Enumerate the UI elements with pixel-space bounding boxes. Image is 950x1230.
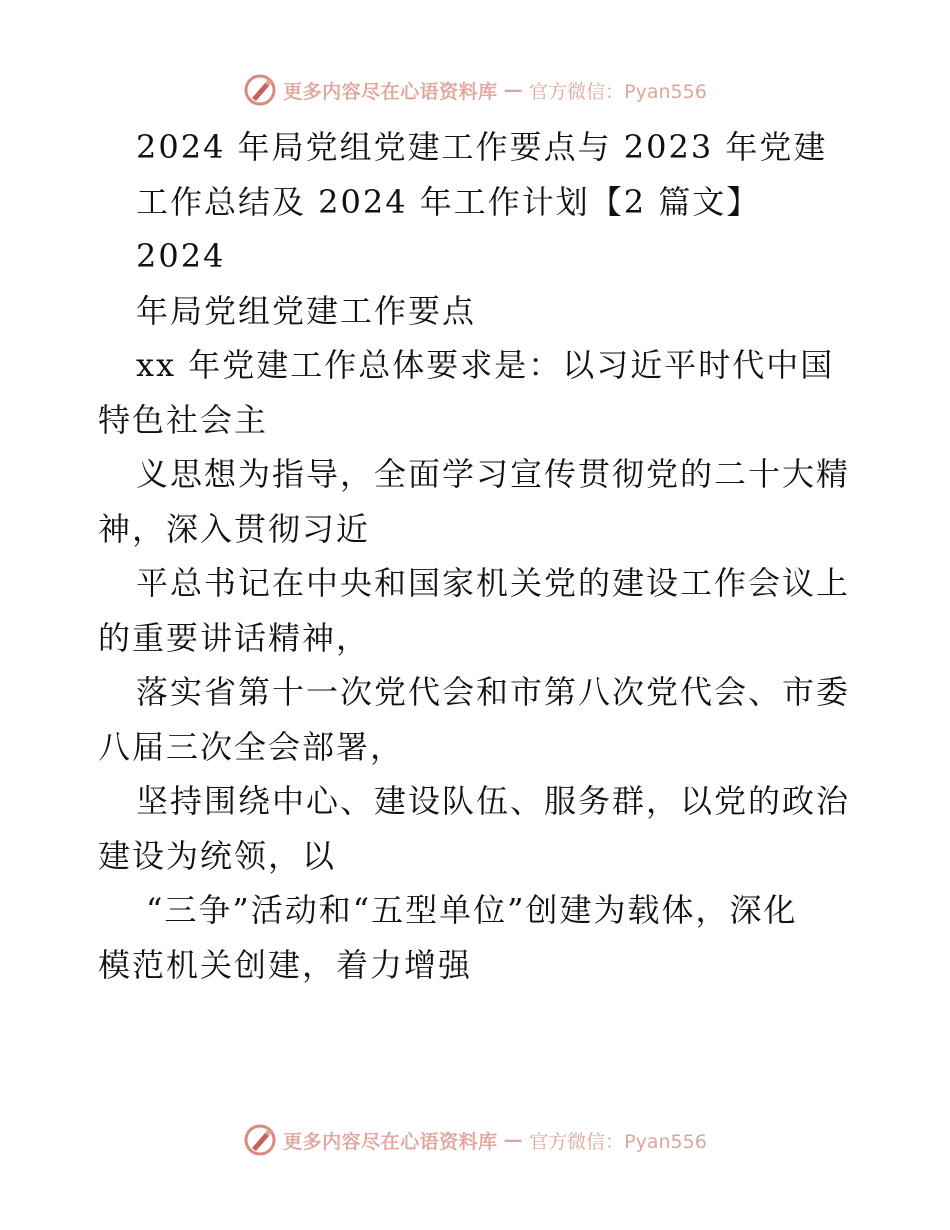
watermark-separator: — — [503, 1129, 524, 1151]
footer-watermark — [0, 1120, 950, 1160]
text-line: “三争”活动和“五型单位”创建为载体，深化 — [146, 891, 798, 929]
watermark-contact: 官方微信：Pyan556 — [529, 1130, 707, 1153]
text-line: 模范机关创建，着力增强 — [98, 945, 473, 984]
text-line: xx 年党建工作总体要求是：以习近平时代中国 — [136, 346, 835, 384]
pen-logo-icon — [243, 73, 277, 107]
watermark-contact: 官方微信：Pyan556 — [529, 80, 707, 103]
title-line-1: 2024 年局党组党建工作要点与 2023 年党建 — [136, 128, 828, 166]
watermark-separator: — — [503, 79, 524, 101]
watermark-text: 更多内容尽在心语资料库 — [283, 80, 498, 103]
text-line: 坚持围绕中心、建设队伍、服务群，以党的政治 — [136, 782, 851, 820]
text-line: 八届三次全会部署， — [98, 727, 405, 766]
text-line: 的重要讲话精神， — [98, 618, 371, 657]
text-line: 特色社会主 — [98, 400, 269, 439]
text-line: 神，深入贯彻习近 — [98, 509, 371, 548]
title-line-2: 工作总结及 2024 年工作计划【2 篇文】 — [136, 182, 761, 221]
text-line: 建设为统领，以 — [98, 836, 337, 875]
text-line: 义思想为指导，全面学习宣传贯彻党的二十大精 — [136, 455, 851, 493]
section-heading: 年局党组党建工作要点 — [136, 291, 477, 330]
document-body — [98, 120, 858, 992]
pen-logo-icon — [243, 1123, 277, 1157]
watermark-text: 更多内容尽在心语资料库 — [283, 1130, 498, 1153]
text-line: 落实省第十一次党代会和市第八次党代会、市委 — [136, 673, 851, 711]
text-line: 2024 — [136, 237, 226, 275]
text-line: 平总书记在中央和国家机关党的建设工作会议上 — [136, 564, 851, 602]
header-watermark — [0, 70, 950, 110]
